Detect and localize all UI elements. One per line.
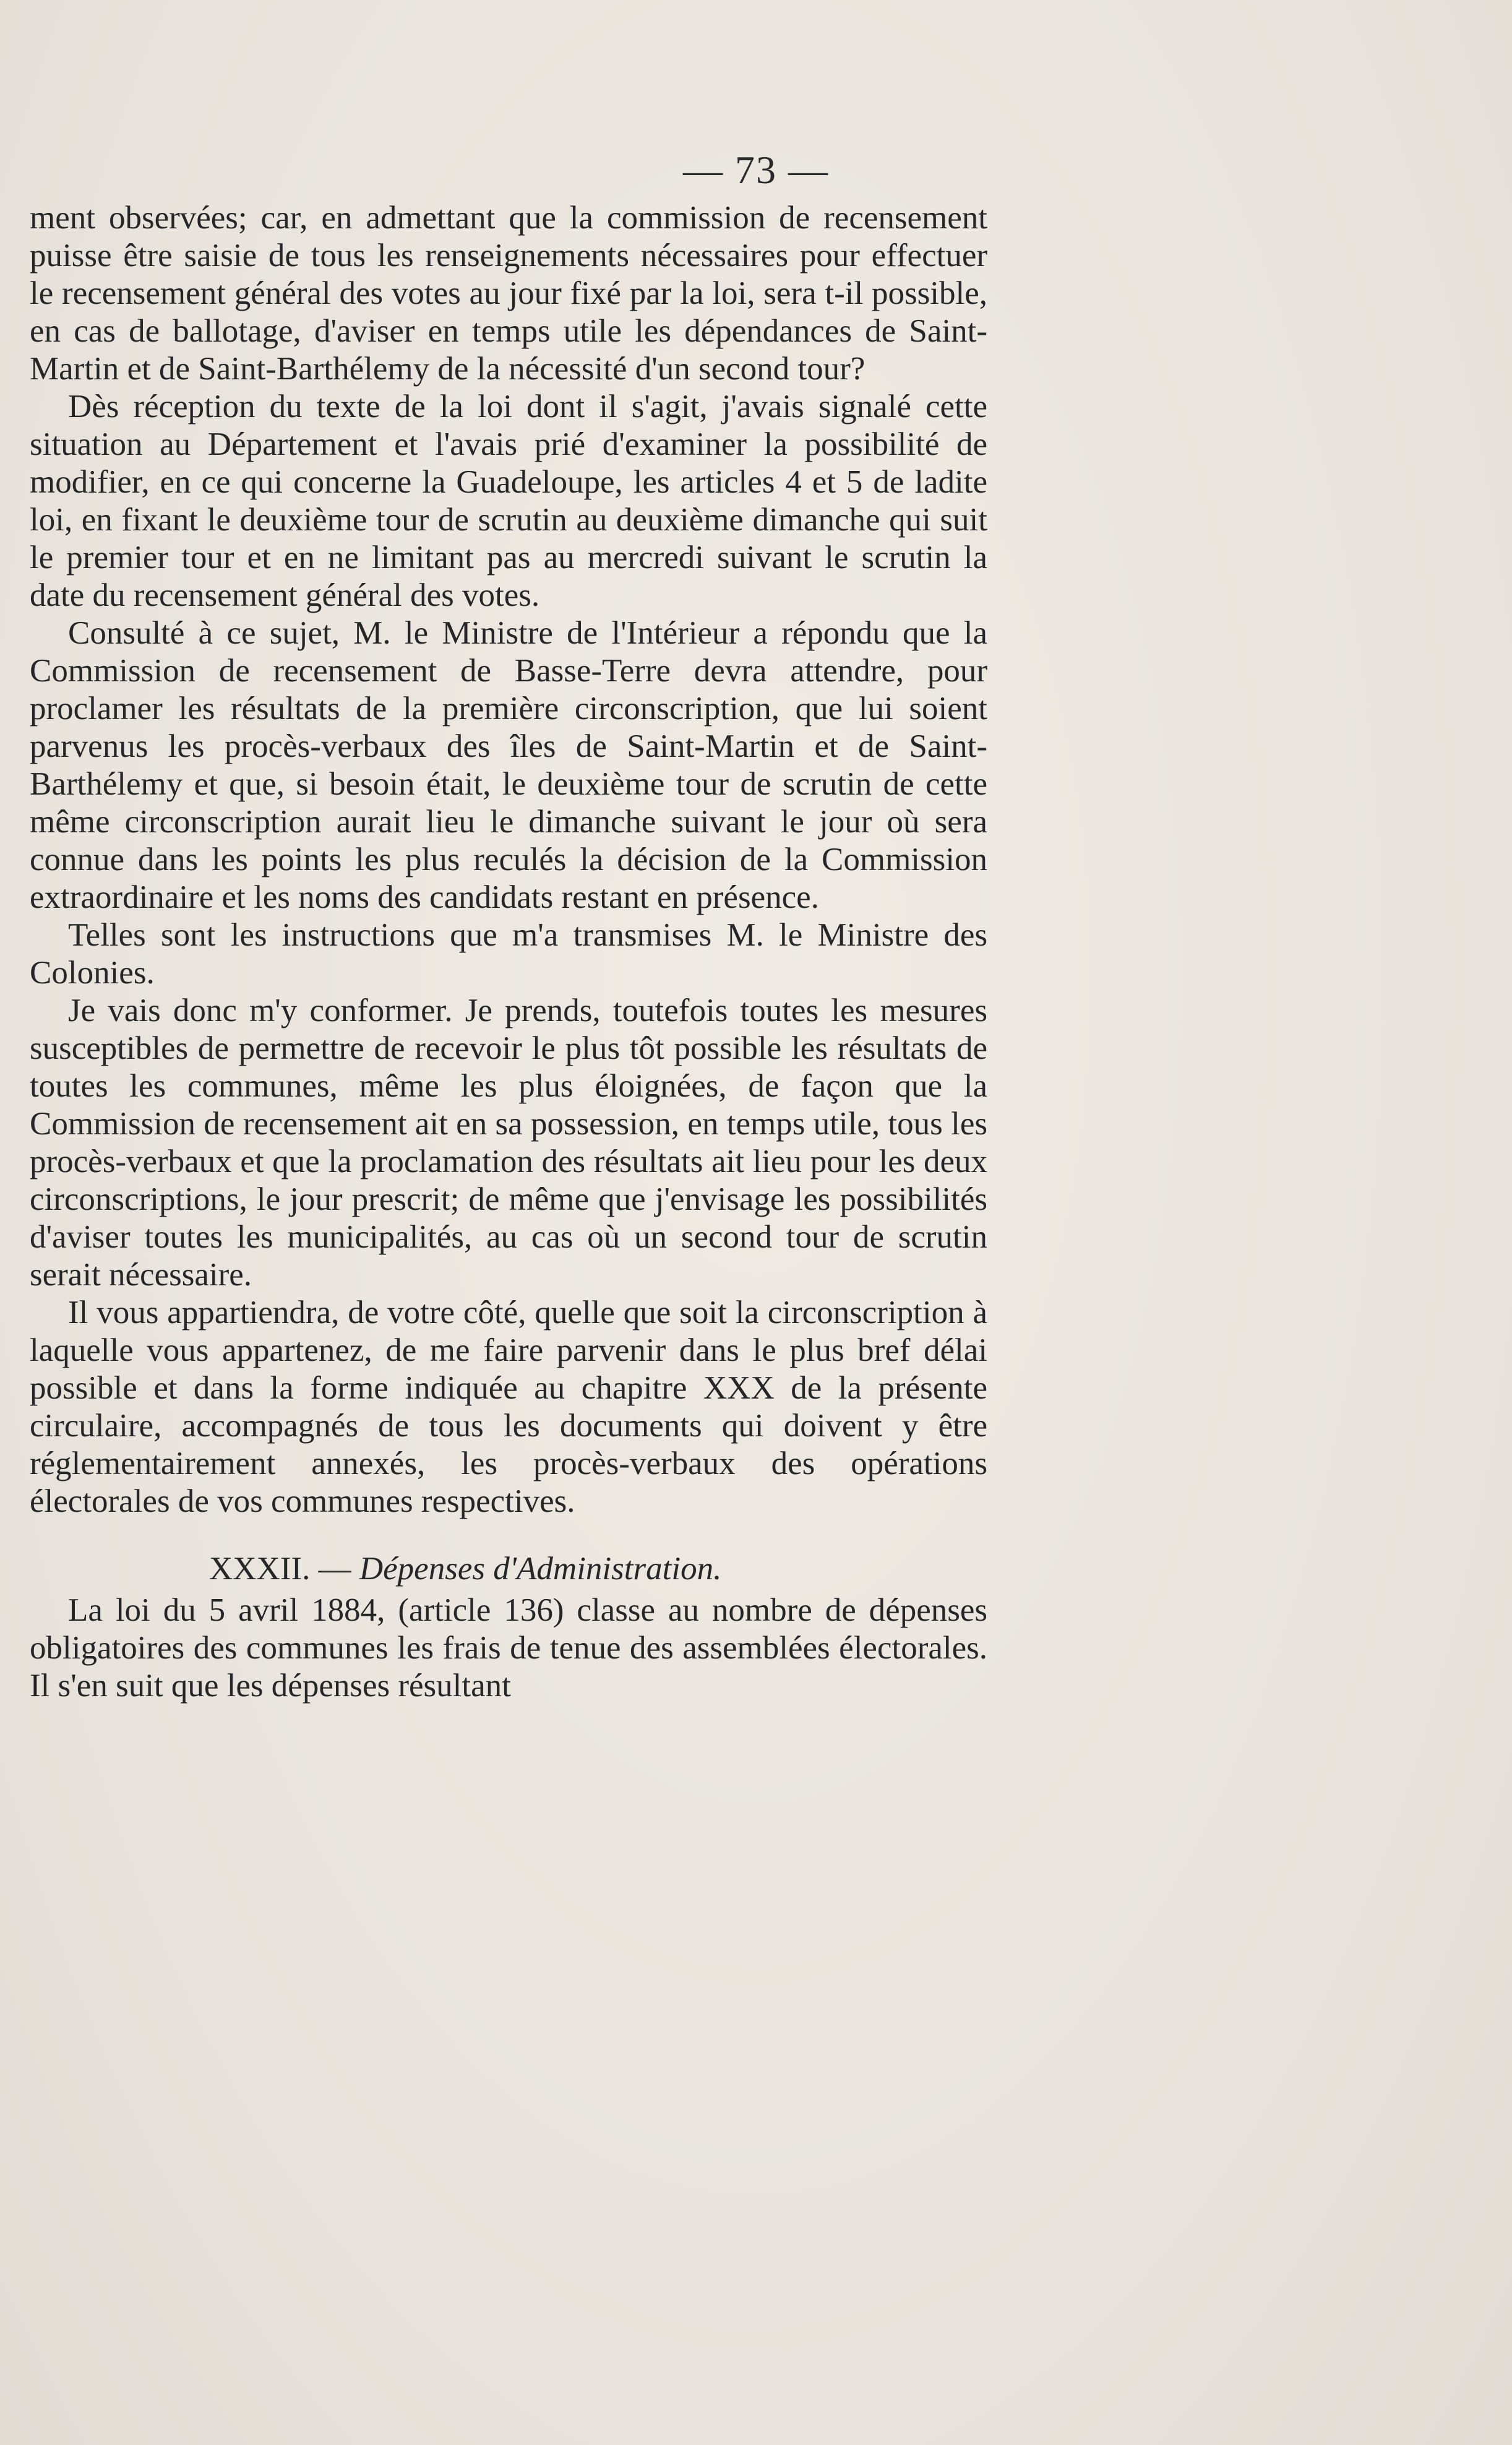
paragraph-instructions: Telles sont les instructions que m'a transmises M. le Ministre des Colonies. [30,917,987,991]
page-number: — 73 — [683,148,829,192]
section-heading [30,1550,987,1588]
section-title: Dépenses d'Administration. [359,1551,722,1587]
paragraph-appartiendra: Il vous appartiendra, de votre côté, quelle que soit la circonscription à laquelle vous appartenez, de me faire parvenir dans le plus bref délai possible et dans la forme indiquée au chapitre XXX de la présente circulaire, accompagnés de tous les documents qui doivent y être réglementairement annexés, les procès-verbaux des opérations électorales de vos communes respectives. [30,1295,987,1519]
paragraph-ministre-interieur: Consulté à ce sujet, M. le Ministre de l'Intérieur a répondu que la Commission de recensement de Basse-Terre devra attendre, pour proclamer les résultats de la première circonscription, que lui soient parvenus les procès-verbaux des îles de Saint-Martin et de Saint-Barthélemy et que, si besoin était, le deuxième tour de scrutin de cette même circonscription aurait lieu le dimanche suivant le jour où sera connue dans les points les plus reculés la décision de la Commission extraordinaire et les noms des candidats restant en présence. [30,615,987,915]
section-number: XXXII. — [209,1551,351,1587]
paragraph-continuation: ment observées; car, en admettant que la commission de recensement puisse être saisie de tous les renseignements nécessaires pour effectuer le recensement général des votes au jour fixé par la loi, sera t-il possible, en cas de ballotage, d'aviser en temps utile les dépendances de Saint-Martin et de Saint-Barthélemy de la nécessité d'un second tour? [30,200,987,387]
body-text [30,199,987,1705]
paragraph-reception: Dès réception du texte de la loi dont il s'agit, j'avais signalé cette situation au Département et l'avais prié d'examiner la possibilité de modifier, en ce qui concerne la Guadeloupe, les articles 4 et 5 de ladite loi, en fixant le deuxième tour de scrutin au deuxième dimanche qui suit le premier tour et en ne limitant pas au mercredi suivant le scrutin la date du recensement général des votes. [30,389,987,613]
paragraph-loi-1884: La loi du 5 avril 1884, (article 136) classe au nombre de dépenses obligatoires des communes les frais de tenue des assemblées électorales. Il s'en suit que les dépenses résultant [30,1592,987,1704]
paragraph-conformer: Je vais donc m'y conformer. Je prends, toutefois toutes les mesures susceptibles de permettre de recevoir le plus tôt possible les résultats de toutes les communes, même les plus éloignées, de façon que la Commission de recensement ait en sa possession, en temps utile, tous les procès-verbaux et que la proclamation des résultats ait lieu pour les deux circonscriptions, le jour prescrit; de même que j'envisage les possibilités d'aviser toutes les municipalités, au cas où un second tour de scrutin serait nécessaire. [30,993,987,1293]
